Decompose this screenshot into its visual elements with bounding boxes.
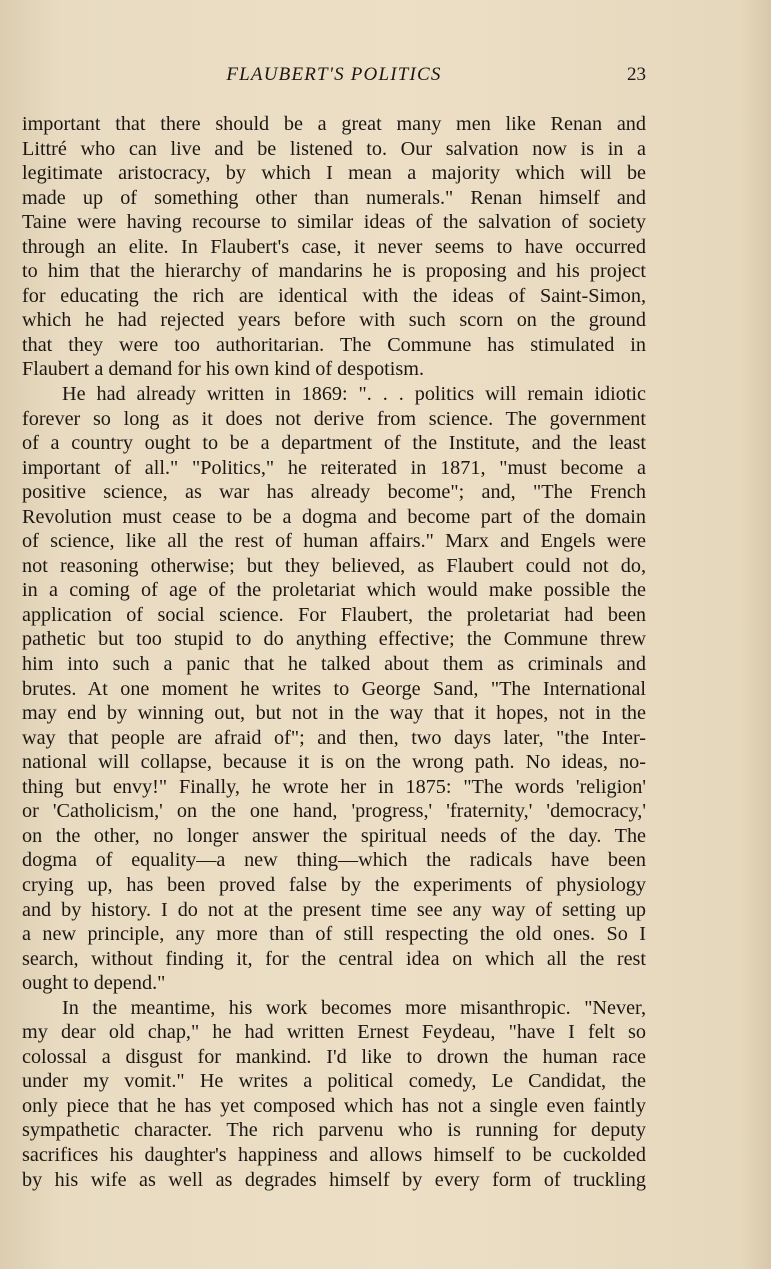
text-line: forever so long as it does not derive from science. The government <box>22 407 646 430</box>
text-line: colossal a disgust for mankind. I'd like to drown the human race <box>22 1045 646 1068</box>
text-line: of a country ought to be a department of the Institute, and the least <box>22 432 646 455</box>
text-line: that they were too authoritarian. The Commune has stimulated in <box>22 333 646 356</box>
text-line: my dear old chap," he had written Ernest Feydeau, "have I felt so <box>22 1021 646 1044</box>
text-line: important that there should be a great many men like Renan and <box>22 113 646 135</box>
text-line: on the other, no longer answer the spiritual needs of the day. The <box>22 824 646 847</box>
page-header <box>22 64 646 94</box>
body-text <box>22 112 646 1192</box>
text-line: through an elite. In Flaubert's case, it never seems to have occurred <box>22 235 646 258</box>
text-line: important of all." "Politics," he reiterated in 1871, "must become a <box>22 456 646 479</box>
text-line: In the meantime, his work becomes more misanthropic. "Never, <box>62 996 646 1019</box>
text-line: crying up, has been proved false by the experiments of physiology <box>22 873 646 896</box>
text-line: made up of something other than numerals." Renan himself and <box>22 186 646 209</box>
text-line: way that people are afraid of"; and then, two days later, "the Inter- <box>22 726 646 749</box>
text-line: Taine were having recourse to similar ideas of the salvation of society <box>22 211 646 234</box>
text-line: for educating the rich are identical with the ideas of Saint-Simon, <box>22 284 646 307</box>
text-line: him into such a panic that he talked about them as criminals and <box>22 653 646 676</box>
text-line: which he had rejected years before with such scorn on the ground <box>22 309 646 332</box>
text-line: of science, like all the rest of human affairs." Marx and Engels were <box>22 530 646 553</box>
text-line: search, without finding it, for the central idea on which all the rest <box>22 947 646 970</box>
text-line: sympathetic character. The rich parvenu who is running for deputy <box>22 1119 646 1142</box>
text-line: to him that the hierarchy of mandarins he is proposing and his project <box>22 260 646 283</box>
text-line: may end by winning out, but not in the way that it hopes, not in the <box>22 702 646 725</box>
text-line: pathetic but too stupid to do anything effective; the Commune threw <box>22 628 646 651</box>
text-line: or 'Catholicism,' on the one hand, 'progress,' 'fraternity,' 'democracy,' <box>22 800 646 823</box>
text-line: positive science, as war has already become"; and, "The French <box>22 481 646 504</box>
page-number: 23 <box>627 64 646 85</box>
text-line: thing but envy!" Finally, he wrote her in 1875: "The words 'religion' <box>22 775 646 798</box>
text-line: by his wife as well as degrades himself by every form of truckling <box>22 1168 646 1191</box>
text-line: not reasoning otherwise; but they believed, as Flaubert could not do, <box>22 554 646 577</box>
text-line: dogma of equality—a new thing—which the radicals have been <box>22 849 646 872</box>
text-line: brutes. At one moment he writes to George Sand, "The International <box>22 677 646 700</box>
text-line: Revolution must cease to be a dogma and become part of the domain <box>22 505 646 528</box>
text-line: under my vomit." He writes a political comedy, Le Candidat, the <box>22 1070 646 1093</box>
text-line: in a coming of age of the proletariat which would make possible the <box>22 579 646 602</box>
text-line: national will collapse, because it is on the wrong path. No ideas, no- <box>22 751 646 774</box>
text-line: Littré who can live and be listened to. Our salvation now is in a <box>22 137 646 160</box>
text-line: a new principle, any more than of still respecting the old ones. So I <box>22 923 646 946</box>
text-line: ought to depend." <box>22 972 166 995</box>
text-line: Flaubert a demand for his own kind of despotism. <box>22 358 425 381</box>
text-line: He had already written in 1869: ". . . politics will remain idiotic <box>62 383 646 406</box>
text-line: only piece that he has yet composed which has not a single even faintly <box>22 1094 646 1117</box>
text-line: and by history. I do not at the present time see any way of setting up <box>22 898 646 921</box>
text-line: application of social science. For Flaubert, the proletariat had been <box>22 603 646 626</box>
text-line: sacrifices his daughter's happiness and allows himself to be cuckolded <box>22 1143 646 1166</box>
text-line: legitimate aristocracy, by which I mean a majority which will be <box>22 162 646 185</box>
running-head: FLAUBERT'S POLITICS <box>226 64 442 85</box>
